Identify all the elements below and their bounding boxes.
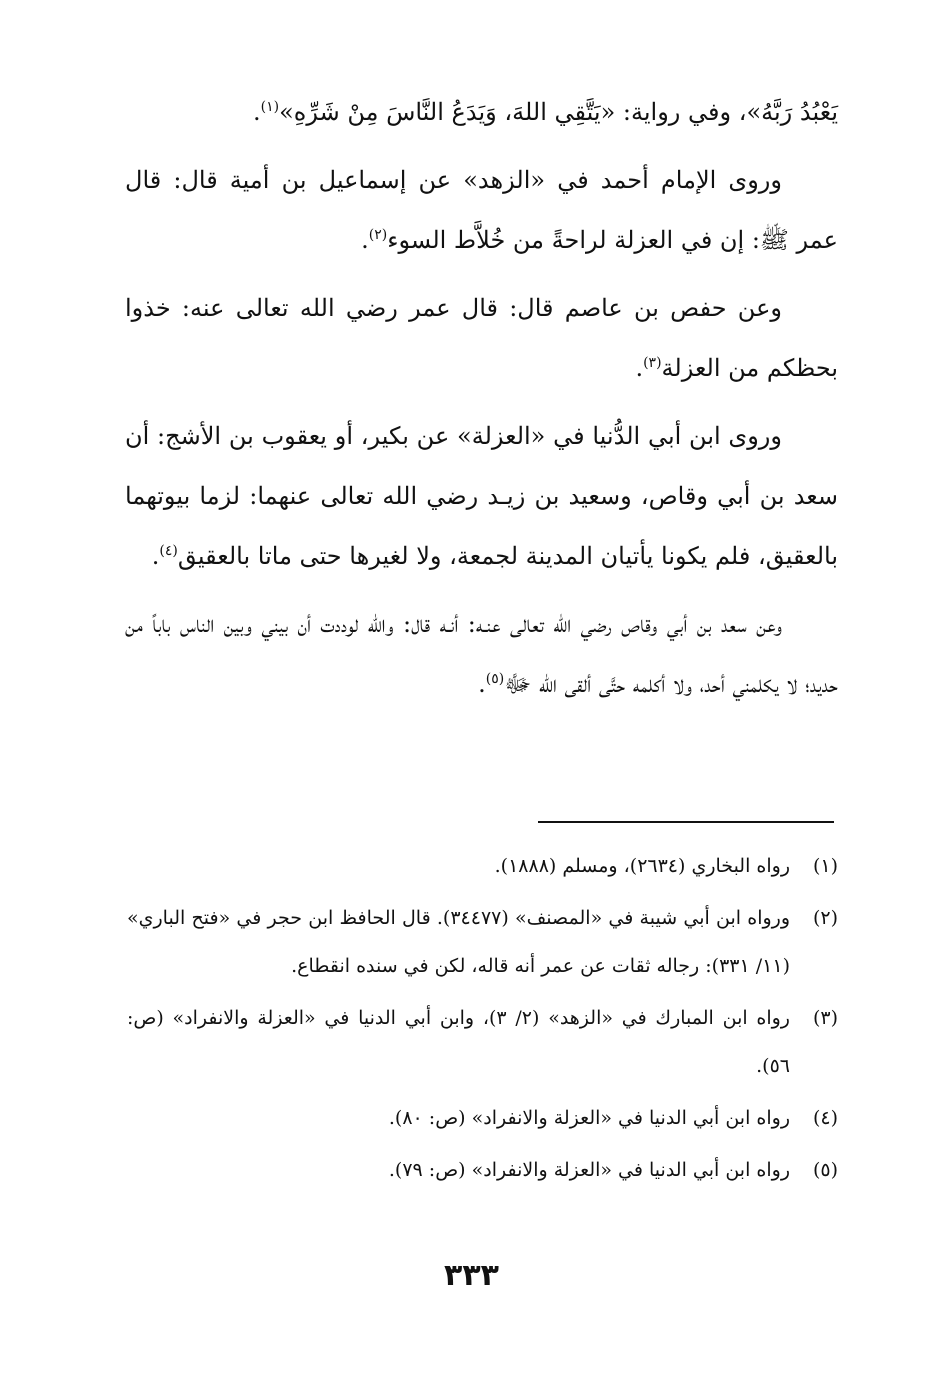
paragraph-5 bbox=[125, 594, 838, 714]
footnote-ref-1: (١) bbox=[260, 99, 280, 115]
footnote-text: رواه ابن أبي الدنيا في «العزلة والانفراد» (ص: ٨٠). bbox=[388, 1107, 790, 1129]
footnote-1 bbox=[127, 842, 838, 890]
footnote-ref-3: (٣) bbox=[643, 355, 662, 371]
footnote-number: (٢) bbox=[812, 907, 838, 929]
paragraph-2-text: وروى الإمام أحمد في «الزهد» عن إسماعيل بن أمية قال: قال عمر ﷺ: إن في العزلة لراحةً من خُلاَّط السوء bbox=[125, 166, 838, 254]
paragraph-1-end: . bbox=[252, 98, 261, 126]
paragraph-3 bbox=[125, 278, 838, 398]
paragraph-2 bbox=[125, 150, 838, 270]
footnote-number: (٥) bbox=[812, 1159, 838, 1181]
footnotes bbox=[127, 842, 838, 1198]
footnote-text: رواه البخاري (٢٦٣٤)، ومسلم (١٨٨٨). bbox=[494, 855, 790, 877]
footnote-text: رواه ابن المبارك في «الزهد» (٢/ ٣)، وابن أبي الدنيا في «العزلة والانفراد» (ص: ٥٦). bbox=[127, 1007, 790, 1077]
footnote-text: رواه ابن أبي الدنيا في «العزلة والانفراد» (ص: ٧٩). bbox=[388, 1159, 790, 1181]
footnote-ref-2: (٢) bbox=[368, 227, 388, 243]
footnote-number: (٤) bbox=[812, 1107, 838, 1129]
paragraph-1 bbox=[125, 82, 838, 142]
footnote-ref-4: (٤) bbox=[159, 543, 178, 559]
footnote-4 bbox=[127, 1094, 838, 1142]
footnote-number: (٣) bbox=[812, 1007, 838, 1029]
footnote-ref-5: (٥) bbox=[485, 671, 505, 687]
paragraph-5-end: . bbox=[478, 670, 486, 698]
footnote-text: ورواه ابن أبي شيبة في «المصنف» (٣٤٤٧٧). قال الحافظ ابن حجر في «فتح الباري» (١١/ ٣٣١): رجاله ثقات عن عمر أنه قاله، لكن في سنده انقطاع. bbox=[127, 907, 790, 977]
page-number: ٣٣٣ bbox=[444, 1258, 499, 1293]
footnote-2 bbox=[127, 894, 838, 990]
paragraph-4-text: وروى ابن أبي الدُّنيا في «العزلة» عن بكير، أو يعقوب بن الأشج: أن سعد بن أبي وقاص، وسعيد بن زيـد رضي الله تعالى عنهما: لزما بيوتهما بالعقيق، فلم يكونا يأتيان المدينة لجمعة، ولا لغيرها حتى ماتا بالعقيق bbox=[125, 422, 838, 570]
paragraph-3-end: . bbox=[635, 354, 644, 382]
footnote-5 bbox=[127, 1146, 838, 1194]
paragraph-5-text: وعن سعد بن أبي وقاص رضي الله تعالى عنـه: أنـه قال: والله لوددت أن بيني وبين الناس باباً من حديد؛ لا يكلمني أحد، ولا أكلمه حتَّى ألقى الله ﷻ bbox=[125, 610, 838, 698]
paragraph-4 bbox=[125, 406, 838, 586]
paragraph-2-end: . bbox=[361, 226, 369, 254]
paragraph-3-text: وعن حفص بن عاصم قال: قال عمر رضي الله تعالى عنه: خذوا بحظكم من العزلة bbox=[125, 294, 838, 382]
paragraph-1-text: يَعْبُدُ رَبَّهُ»، وفي رواية: «يَتَّقِي اللهَ، وَيَدَعُ النَّاسَ مِنْ شَرِّهِ» bbox=[279, 98, 838, 126]
main-text bbox=[125, 82, 838, 722]
paragraph-4-end: . bbox=[151, 542, 160, 570]
footnote-separator bbox=[538, 821, 834, 823]
footnote-3 bbox=[127, 994, 838, 1090]
footnote-number: (١) bbox=[812, 855, 838, 877]
